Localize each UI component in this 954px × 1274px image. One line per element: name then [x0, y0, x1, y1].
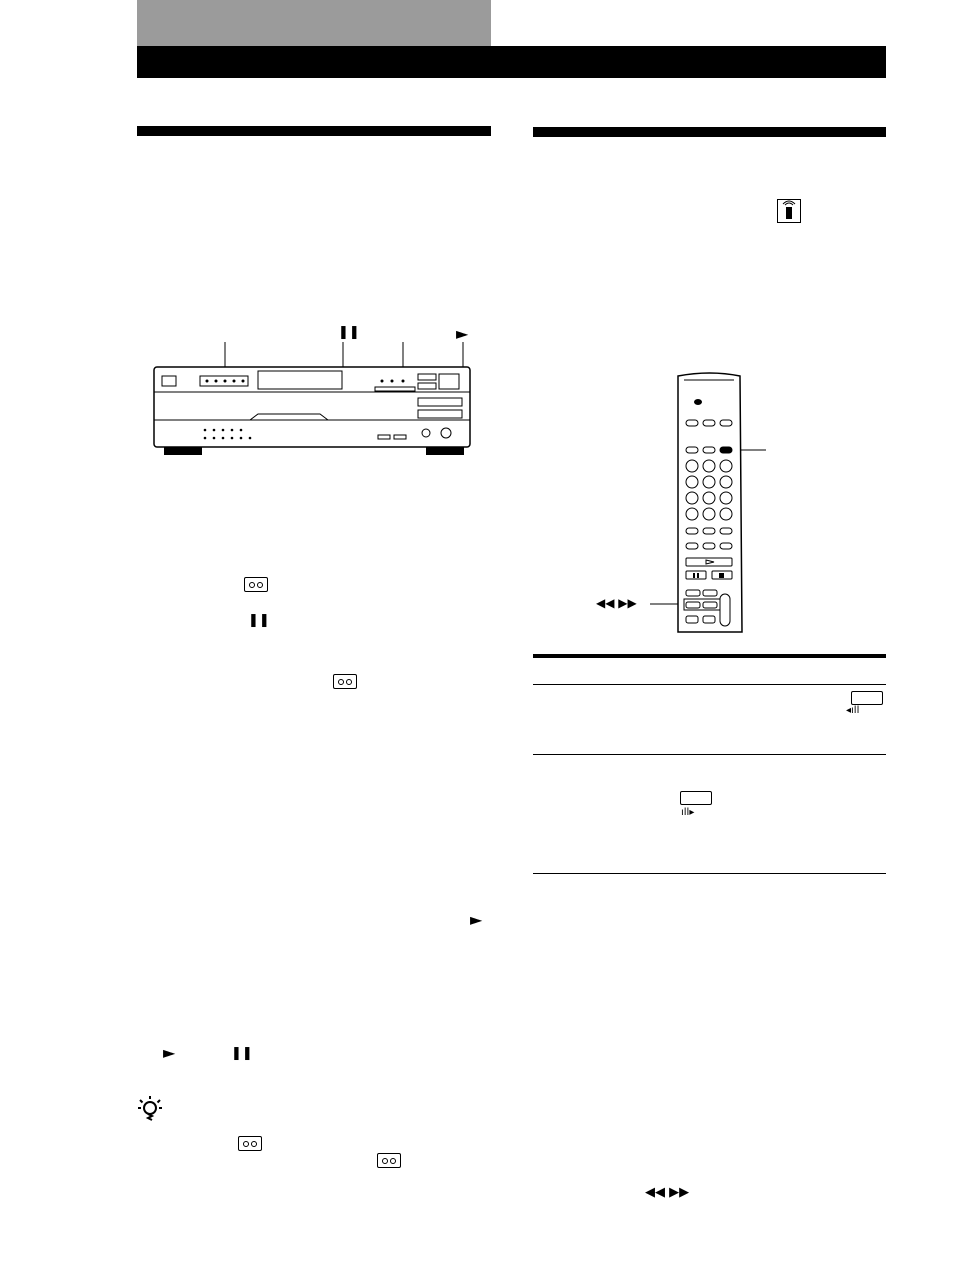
- cd-player-illustration: [150, 340, 480, 462]
- tape-icon: [238, 1136, 262, 1151]
- header-tab: [137, 0, 491, 46]
- play-symbol: ►: [163, 1043, 176, 1062]
- tape-icon: [333, 674, 357, 689]
- table-header-rule: [533, 684, 886, 685]
- remote-control-icon: [777, 199, 801, 223]
- table-bottom-rule: [533, 873, 886, 874]
- remote-illustration: [648, 372, 768, 634]
- rewind-ff-label: ◀◀ ▶▶: [596, 596, 637, 610]
- table-top-rule: [533, 654, 886, 658]
- pause-symbol: ❚❚: [231, 1046, 253, 1061]
- tip-bulb-icon: [138, 1096, 164, 1124]
- button-box-icon: [851, 691, 883, 705]
- right-section-rule: [533, 127, 886, 137]
- play-symbol: ►: [470, 910, 483, 929]
- header-band: [137, 46, 886, 78]
- button-box-icon: [680, 791, 712, 805]
- pause-symbol: ❚❚: [248, 613, 270, 628]
- tape-icon: [244, 577, 268, 592]
- pause-label: ❚❚: [338, 325, 360, 340]
- volume-symbol: ◂ıll: [846, 705, 860, 716]
- index-symbol: ıll▸: [681, 807, 695, 818]
- play-label: ►: [456, 324, 469, 343]
- left-section-rule: [137, 126, 491, 136]
- table-row-rule: [533, 754, 886, 755]
- tape-icon: [377, 1153, 401, 1168]
- rewind-ff-symbol: ◀◀ ▶▶: [645, 1185, 690, 1200]
